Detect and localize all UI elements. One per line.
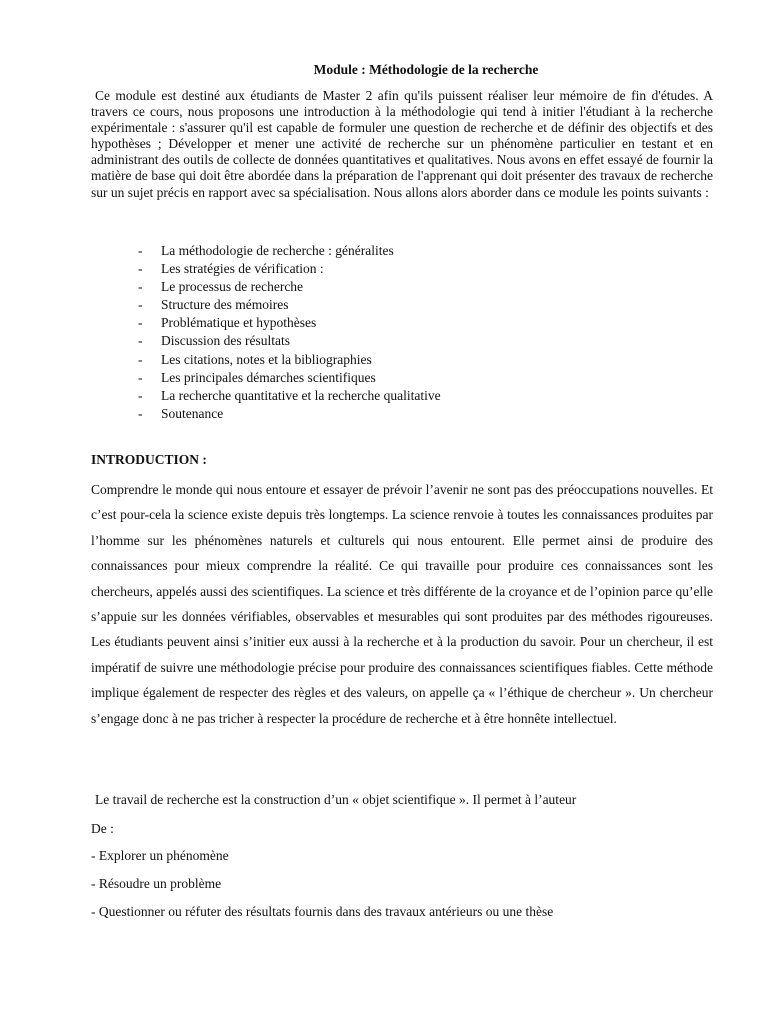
list-item: - Les principales démarches scientifiques bbox=[138, 369, 441, 387]
bullet-dash: - bbox=[138, 387, 143, 403]
bullet-dash: - bbox=[138, 369, 143, 385]
topics-list bbox=[138, 242, 441, 423]
list-item: - Le processus de recherche bbox=[138, 278, 441, 296]
list-item: - Les stratégies de vérification : bbox=[138, 260, 441, 278]
research-work-de: De : bbox=[91, 821, 114, 836]
bullet-dash: - bbox=[138, 243, 143, 258]
list-item: - Les citations, notes et la bibliographies bbox=[138, 351, 441, 369]
bullet-dash: - bbox=[138, 333, 143, 349]
list-item: - La méthodologie de recherche : généralites bbox=[138, 242, 441, 260]
list-item: - Discussion des résultats bbox=[138, 332, 441, 350]
bullet-dash: - bbox=[138, 279, 143, 295]
bullet-dash: - bbox=[138, 405, 143, 421]
module-description: Ce module est destiné aux étudiants de Master 2 afin qu'ils puissent réaliser leur mémoire de fin d'études. A travers ce cours, nous proposons une introduction à la méthodologie qui tend à initier l'étudiant à la recherche expérimentale : s'assurer qu'il est capable de formuler une question de recherche et de définir des objectifs et des hypothèses ; Développer et mener une activité de recherche sur un phénomène particulier en testant et en administrant des outils de collecte de données quantitatives et qualitatives. Nous avons en effet essayé de fournir la matière de base qui doit être abordée dans la préparation de l'apprenant qui doit présenter des travaux de recherche sur un sujet précis en rapport avec sa spécialisation. Nous allons alors aborder dans ce module les points suivants : bbox=[91, 88, 713, 200]
list-item: - Structure des mémoires bbox=[138, 296, 441, 314]
bullet-dash: - bbox=[138, 297, 143, 313]
module-title: Module : Méthodologie de la recherche bbox=[313, 62, 539, 77]
introduction-body: Comprendre le monde qui nous entoure et essayer de prévoir l’avenir ne sont pas des préoccupations nouvelles. Et c’est pour-cela la science existe depuis très longtemps. La science renvoie à toutes les connaissances produites par l’homme sur les phénomènes naturels et culturels qui nous entourent. Elle permet ainsi de produire des connaissances pour mieux comprendre la réalité. Ce qui travaille pour produire ces connaissances sont les chercheurs, appelés aussi des scientifiques. La science et très différente de la croyance et de l’opinion parce qu’elle s’appuie sur les données vérifiables, observables et mesurables qui sont produites par des méthodes rigoureuses. Les étudiants peuvent ainsi s’initier eux aussi à la recherche et à la production du savoir. Pour un chercheur, il est impératif de suivre une méthodologie précise pour produire des connaissances scientifiques fiables. Cette méthode implique également de respecter des règles et des valeurs, on appelle ça « l’éthique de chercheur ». Un chercheur s’engage donc à ne pas tricher à respecter la procédure de recherche et à être honnête intellectuel. bbox=[91, 482, 713, 726]
list-item: - Soutenance bbox=[138, 405, 441, 423]
research-work-line: Le travail de recherche est la construction d’un « objet scientifique ». Il permet à l’auteur bbox=[95, 792, 577, 807]
research-goal-item: - Explorer un phénomène bbox=[91, 848, 229, 863]
research-goal-item: - Résoudre un problème bbox=[91, 876, 222, 891]
introduction-heading: INTRODUCTION : bbox=[91, 452, 207, 467]
bullet-dash: - bbox=[138, 315, 143, 331]
bullet-dash: - bbox=[138, 351, 143, 367]
list-item: - La recherche quantitative et la recherche qualitative bbox=[138, 387, 441, 405]
research-goal-item: - Questionner ou réfuter des résultats fournis dans des travaux antérieurs ou une thèse bbox=[91, 904, 554, 919]
list-item: - Problématique et hypothèses bbox=[138, 314, 441, 332]
bullet-dash: - bbox=[138, 261, 143, 277]
